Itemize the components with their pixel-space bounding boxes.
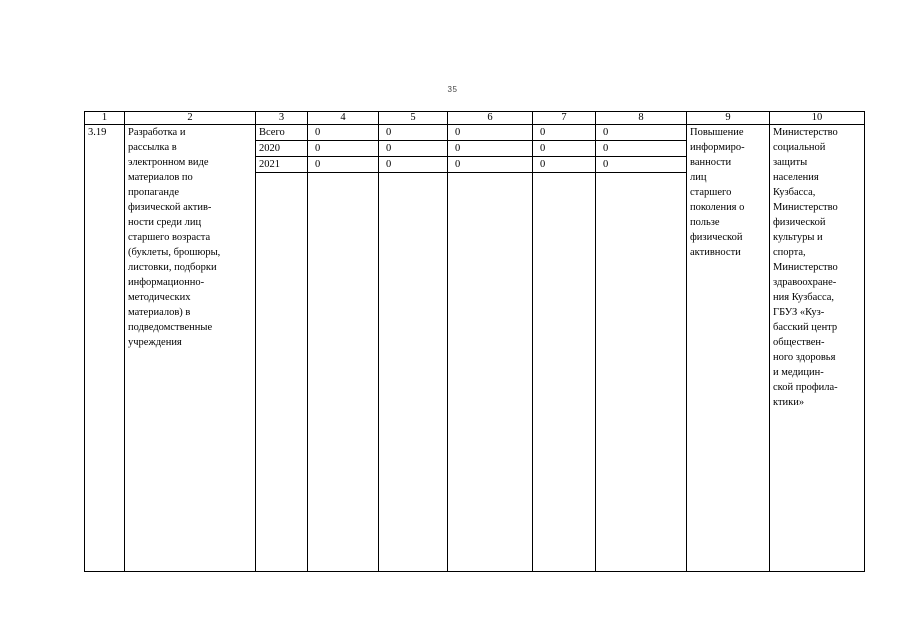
- value-cell: 0: [448, 125, 532, 141]
- periods-cell: [256, 125, 308, 572]
- table-row: [85, 125, 865, 572]
- value-cell: 0: [379, 125, 447, 141]
- program-table: [84, 111, 865, 572]
- value-cell: 0: [596, 157, 686, 173]
- header-cell: 6: [448, 112, 533, 125]
- col7-cell: [533, 125, 596, 572]
- value-cell: 0: [379, 157, 447, 173]
- col4-cell: [308, 125, 379, 572]
- header-cell: 4: [308, 112, 379, 125]
- value-cell: 0: [308, 125, 378, 141]
- period-2021: 2021: [256, 157, 307, 173]
- header-cell: 1: [85, 112, 125, 125]
- value-cell: 0: [308, 141, 378, 157]
- value-cell: 0: [596, 141, 686, 157]
- header-cell: 3: [256, 112, 308, 125]
- period-total: Всего: [256, 125, 307, 141]
- header-cell: 9: [687, 112, 770, 125]
- header-cell: 10: [770, 112, 865, 125]
- col6-cell: [448, 125, 533, 572]
- responsible-executors: Министерство социальной защиты населения Кузбасса, Министерство физической культуры и спорта, Министерство здравоохране- ния Кузбасса, ГБУЗ «Куз- басский центр обществен- ного здоровья и медицин- ской профила- ктики»: [770, 125, 865, 572]
- page-number: 35: [447, 85, 458, 94]
- value-cell: 0: [448, 157, 532, 173]
- col5-cell: [379, 125, 448, 572]
- value-cell: 0: [533, 157, 595, 173]
- header-cell: 8: [596, 112, 687, 125]
- header-row: [85, 112, 865, 125]
- expected-result: Повышение информиро- ванности лиц старшего поколения о пользе физической активности: [687, 125, 770, 572]
- header-cell: 7: [533, 112, 596, 125]
- header-cell: 5: [379, 112, 448, 125]
- value-cell: 0: [596, 125, 686, 141]
- value-cell: 0: [448, 141, 532, 157]
- value-cell: 0: [533, 125, 595, 141]
- period-2020: 2020: [256, 141, 307, 157]
- value-cell: 0: [308, 157, 378, 173]
- col8-cell: [596, 125, 687, 572]
- event-description: Разработка и рассылка в электронном виде материалов по пропаганде физической актив- ности среди лиц старшего возраста (буклеты, брошюры, листовки, подборки информационно- методических материалов) в подведомственные учреждения: [125, 125, 256, 572]
- value-cell: 0: [379, 141, 447, 157]
- header-cell: 2: [125, 112, 256, 125]
- value-cell: 0: [533, 141, 595, 157]
- row-index: 3.19: [85, 125, 125, 572]
